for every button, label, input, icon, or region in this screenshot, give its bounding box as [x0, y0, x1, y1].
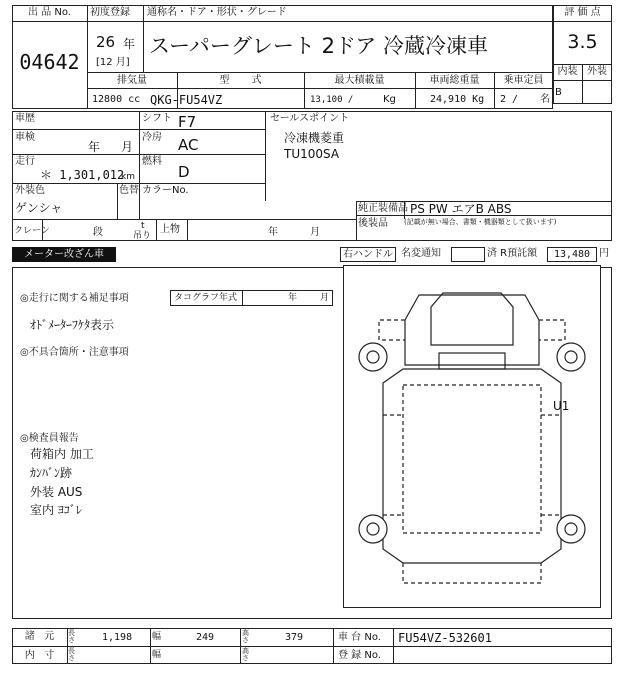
divider	[12, 646, 612, 647]
superstructure-year: 年	[268, 227, 278, 238]
crane-steps: 段	[93, 227, 103, 238]
exterior-label: 外装	[587, 66, 607, 77]
equipment-value: PS PW エアB ABS	[410, 202, 512, 216]
width-value: 249	[196, 632, 215, 643]
first-reg-month: [12 月]	[96, 57, 130, 68]
name-change-box	[451, 247, 485, 262]
max-load: 13,100 /	[310, 95, 354, 105]
fuel-label: 燃料	[142, 156, 162, 167]
tachograph-year: 年	[288, 293, 298, 303]
driving-remarks-label: ◎走行に関する補足事項	[20, 293, 129, 304]
color-change-label: 色替	[119, 185, 139, 196]
crane-tons: t	[141, 221, 145, 231]
interior-grade: B	[555, 87, 562, 98]
height-value: 379	[285, 632, 304, 643]
width-label: 幅	[152, 632, 162, 642]
aftermarket-label: 後装品	[358, 218, 388, 229]
rear-door	[403, 563, 541, 583]
mileage-label: 走行	[15, 156, 35, 167]
tachograph-month: 月	[320, 293, 330, 303]
shift-value: F7	[178, 113, 197, 131]
cargo-box-top	[403, 385, 541, 533]
defects-label: ◎不具合箇所・注意事項	[20, 347, 129, 358]
divider	[12, 21, 87, 22]
report-line-4: 室内 ﾖｺﾞﾚ	[30, 503, 82, 517]
divider	[143, 5, 144, 72]
chassis-label: 車 台 No.	[338, 632, 381, 643]
shift-label: シフト	[142, 113, 172, 124]
divider	[240, 628, 241, 664]
ac-value: AC	[178, 136, 199, 154]
divider	[12, 129, 265, 130]
inspection-year-unit: 年	[88, 140, 101, 154]
truck-diagram	[343, 265, 601, 608]
divider	[156, 219, 157, 241]
gross-weight: 24,910 Kg	[430, 94, 485, 105]
wheel-hub	[565, 523, 577, 535]
inner-width-label: 幅	[152, 650, 162, 660]
damage-mark-u1: U1	[553, 399, 570, 413]
report-line-3: 外装 AUS	[30, 485, 83, 499]
inner-dims-label: 内 寸	[24, 650, 55, 661]
superstructure-month: 月	[310, 227, 320, 238]
length-value: 1,198	[102, 632, 133, 643]
ac-label: 冷房	[142, 132, 162, 143]
divider	[87, 21, 553, 22]
divider	[393, 628, 394, 664]
divider	[333, 628, 334, 664]
divider	[242, 290, 243, 306]
color-label: 外装色	[15, 185, 45, 196]
wheel-hub	[565, 351, 577, 363]
divider	[12, 219, 356, 220]
cab-roof	[431, 293, 513, 345]
height-label: 高さ	[242, 629, 249, 644]
dims-label: 諸 元	[24, 631, 55, 642]
wheel-hub	[367, 523, 379, 535]
recycle-amount: 13,480	[547, 247, 597, 262]
name-change-label: 名変通知	[401, 248, 441, 259]
wheel-hub	[367, 351, 379, 363]
color-no-label: カラーNo.	[142, 185, 189, 196]
car-name-label: 通称名・ドア・形状・グレード	[147, 7, 287, 18]
divider	[265, 111, 266, 201]
recycle-unit: 円	[599, 248, 609, 259]
max-load-label: 最大積載量	[334, 75, 385, 86]
cab-outline	[405, 295, 539, 365]
color-value: ゲンシャ	[15, 201, 63, 215]
meter-tamper-badge: メーター改ざん車	[12, 247, 116, 262]
crane-lift: 吊り	[133, 231, 152, 241]
car-name: スーパーグレート 2ドア 冷蔵冷凍車	[149, 34, 488, 58]
history-label: 車歴	[15, 113, 35, 124]
model: QKG-FU54VZ	[150, 93, 223, 107]
capacity-label: 乗車定員	[503, 75, 544, 86]
inner-length-label: 長さ	[68, 647, 75, 662]
aftermarket-note: (記載が無い場合、書類・機器類として扱います)	[404, 218, 557, 226]
mileage-unit: km	[121, 172, 135, 182]
crane-label: クレーン	[14, 226, 50, 236]
first-reg-year: 26	[96, 33, 116, 51]
capacity: 2 /	[500, 94, 519, 105]
divider	[117, 183, 118, 219]
inner-height-label: 高さ	[242, 647, 249, 662]
registration-label: 登 録 No.	[338, 650, 381, 661]
fuel-value: D	[178, 163, 190, 181]
divider	[139, 111, 140, 219]
tachograph-label: タコグラフ年式	[174, 293, 238, 303]
superstructure-label: 上物	[160, 224, 180, 235]
driving-note: ｵﾄﾞﾒｰﾀｰﾌｹﾀ表示	[30, 318, 115, 332]
recycle-label: 済 R預託額	[487, 248, 538, 259]
box-seams	[383, 415, 561, 515]
lot-number: 04642	[19, 50, 80, 74]
divider	[356, 201, 357, 241]
year-unit: 年	[123, 37, 136, 51]
right-handle-badge: 右ハンドル	[340, 247, 396, 262]
divider	[87, 88, 553, 89]
divider	[12, 154, 265, 155]
right-mirror	[539, 320, 565, 340]
capacity-unit: 名	[540, 94, 550, 105]
model-label: 型 式	[219, 75, 262, 86]
equipment-label: 純正装備品	[358, 203, 408, 214]
divider	[12, 183, 265, 184]
score-label: 評 価 点	[564, 7, 601, 18]
sales-point-label: セールスポイント	[270, 113, 350, 124]
chassis-value: FU54VZ-532601	[398, 631, 492, 645]
max-load-unit: Kg	[383, 94, 396, 105]
mileage-value: ＊ 1,301,012	[40, 168, 125, 182]
inspection-label: 車検	[15, 132, 35, 143]
divider	[87, 72, 553, 73]
first-reg-label: 初度登録	[90, 7, 130, 18]
inspection-month-unit: 月	[121, 140, 134, 154]
length-label: 長さ	[68, 629, 75, 644]
displacement: 12800 cc	[92, 94, 141, 105]
displacement-label: 排気量	[117, 75, 147, 86]
divider	[187, 219, 188, 241]
report-line-2: ｶﾝﾊﾞﾝ跡	[30, 466, 73, 480]
lot-label: 出 品 No.	[28, 7, 71, 18]
inspector-report-label: ◎検査員報告	[20, 433, 79, 444]
gross-weight-label: 車両総重量	[429, 75, 480, 86]
left-mirror	[379, 320, 405, 340]
score-value: 3.5	[567, 31, 598, 53]
divider	[150, 628, 151, 664]
cargo-box-outline	[383, 369, 561, 563]
windshield	[439, 353, 505, 369]
interior-label: 内装	[557, 66, 578, 77]
report-line-1: 荷箱内 加工	[30, 447, 94, 461]
divider	[553, 21, 612, 22]
sales-point-2: TU100SA	[284, 147, 340, 161]
sales-point-1: 冷凍機菱重	[284, 131, 345, 145]
